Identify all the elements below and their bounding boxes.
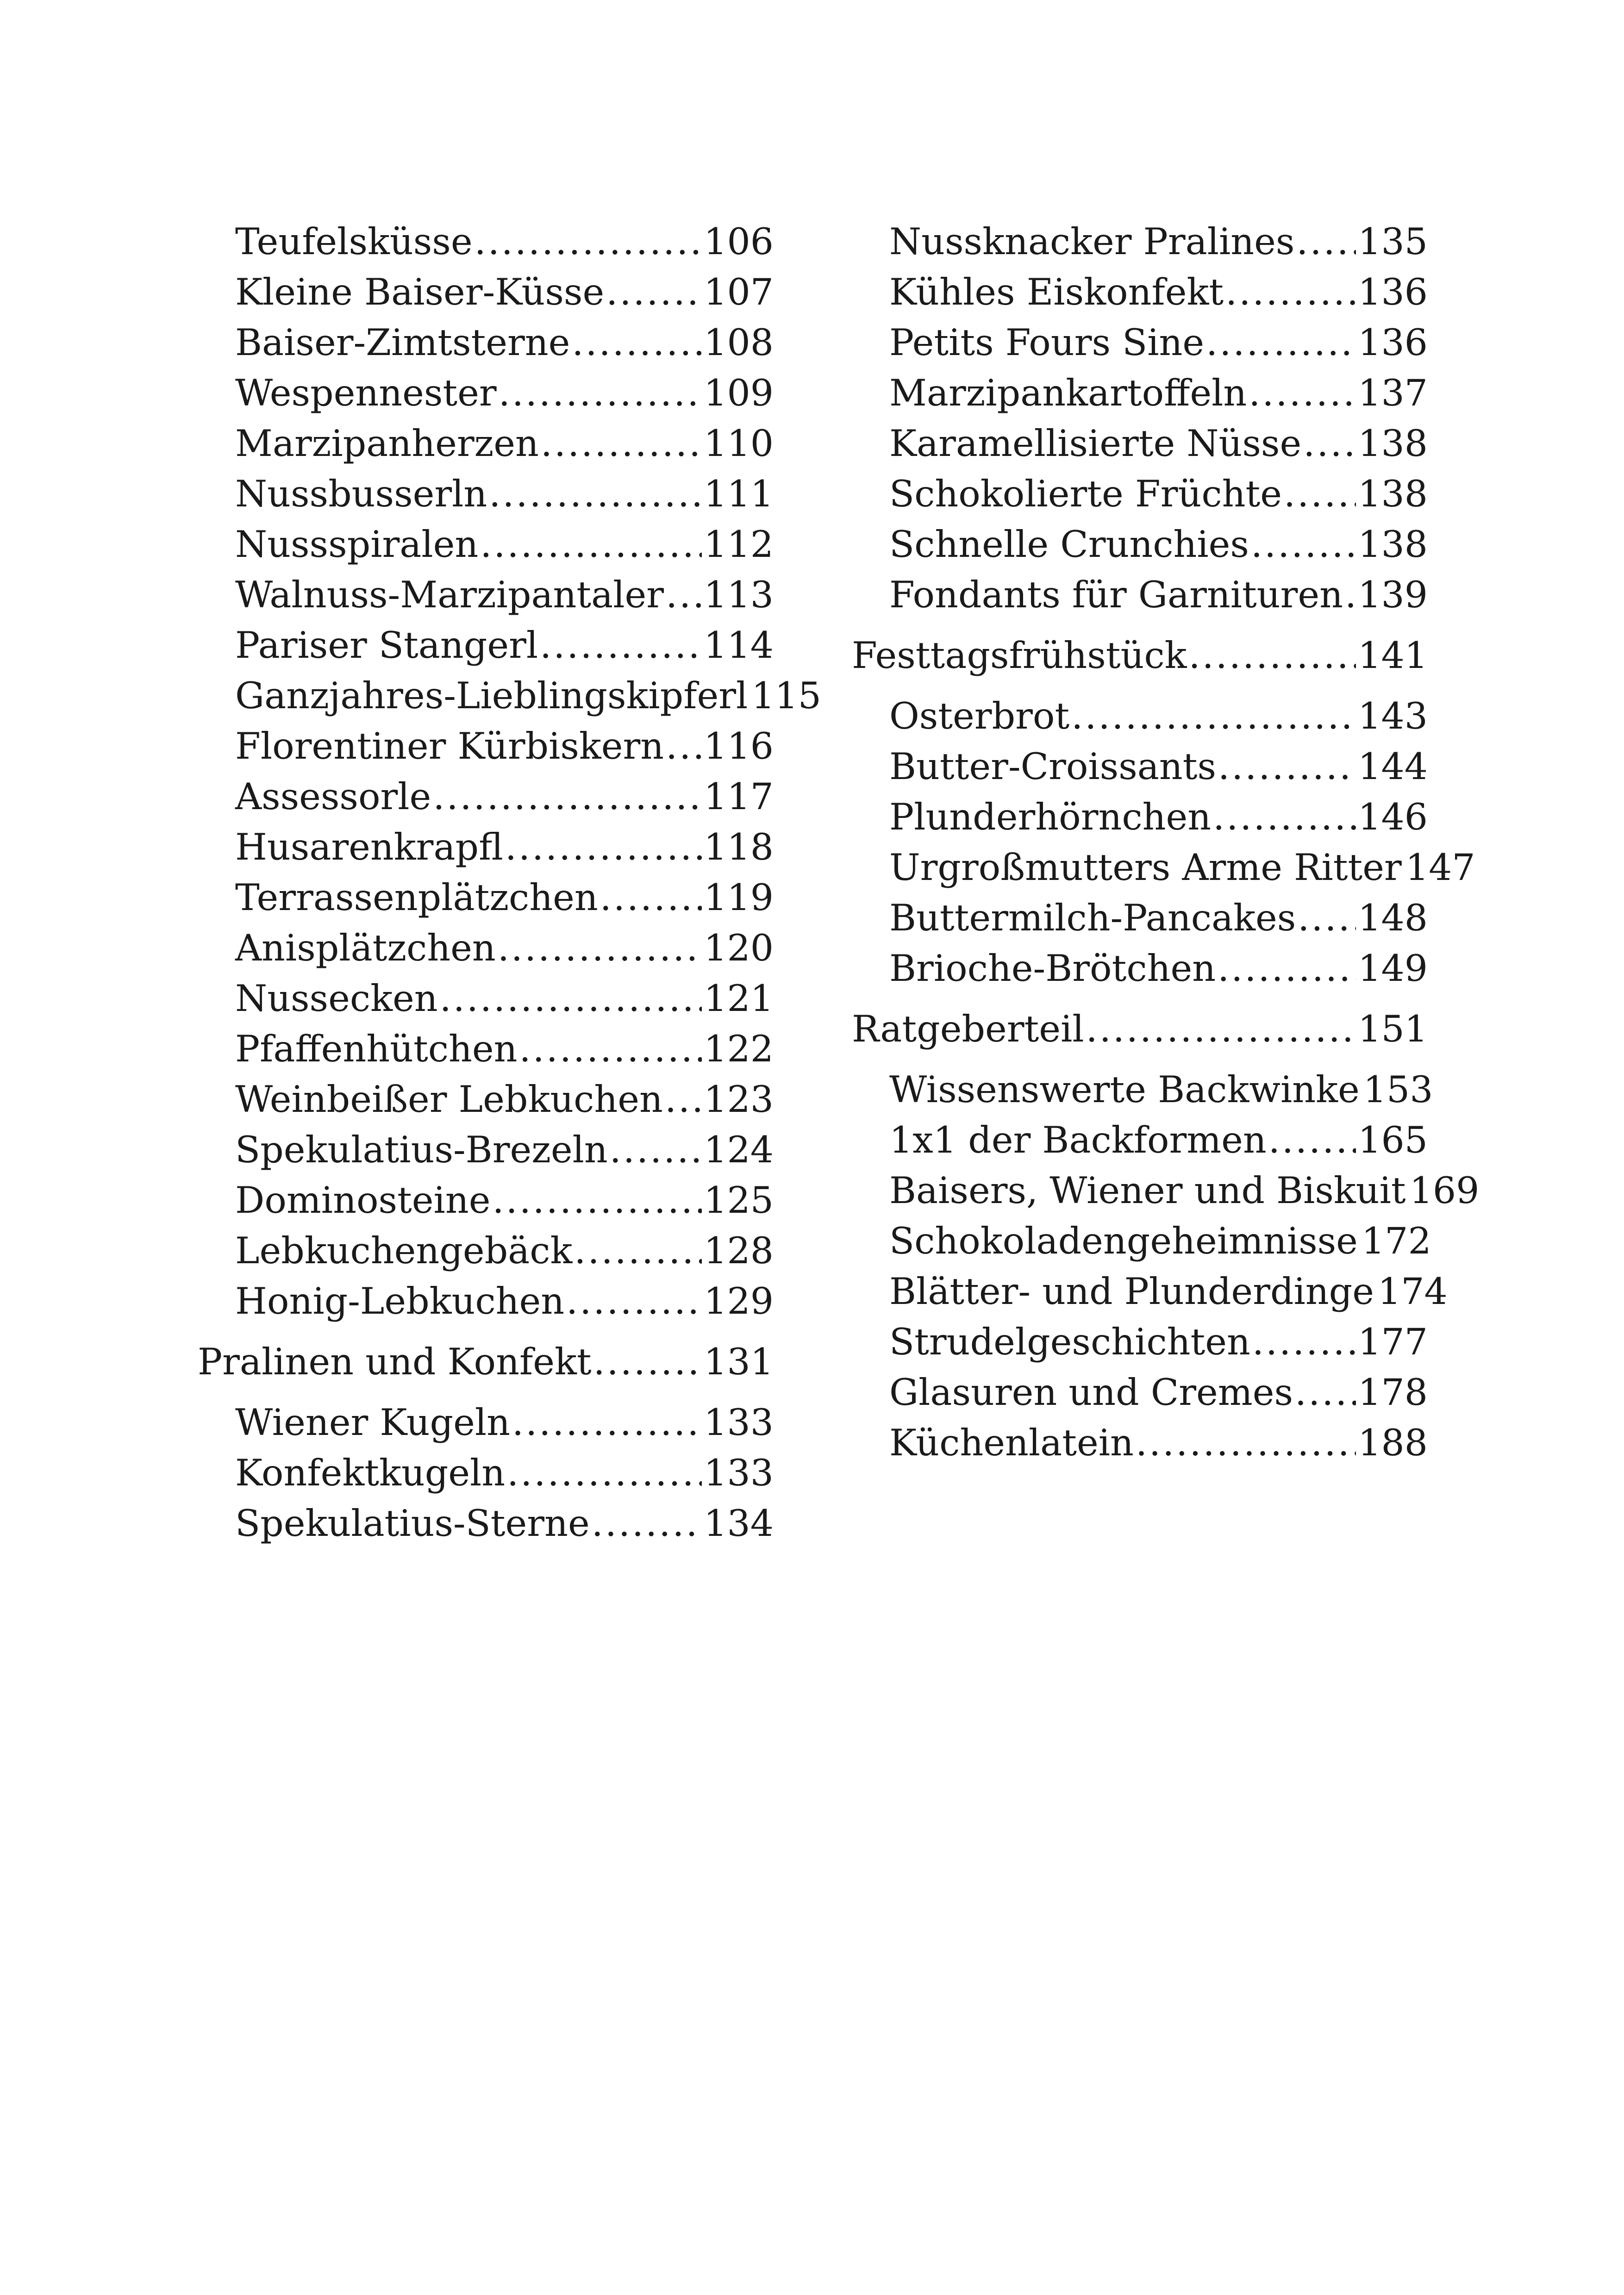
toc-page-number: 143	[1358, 695, 1428, 737]
toc-entry-title: Marzipankartoffeln	[889, 372, 1247, 414]
toc-entry	[852, 742, 1428, 792]
toc-leader-dots	[1251, 519, 1356, 570]
toc-page-number: 121	[704, 977, 774, 1020]
toc-entry	[198, 873, 774, 923]
toc-leader-dots	[600, 873, 702, 923]
toc-page-number: 122	[704, 1028, 774, 1070]
toc-leader-dots	[540, 620, 702, 671]
toc-entry	[198, 1024, 774, 1074]
toc-leader-dots	[1298, 893, 1356, 943]
toc-entry	[852, 1115, 1428, 1166]
toc-entry	[852, 1266, 1448, 1317]
toc-page-number: 106	[704, 220, 774, 263]
toc-page-number: 178	[1358, 1371, 1428, 1414]
toc-leader-dots	[1249, 368, 1356, 418]
toc-page-number: 139	[1358, 574, 1428, 616]
toc-page-number: 136	[1358, 271, 1428, 313]
toc-entry-title: Schokoladengeheimnisse	[889, 1220, 1358, 1262]
toc-leader-dots	[1225, 267, 1356, 318]
toc-entry-title: Urgroßmutters Arme Ritter	[889, 846, 1402, 889]
toc-leader-dots	[592, 1498, 702, 1549]
toc-entry	[198, 721, 774, 772]
toc-leader-dots	[1345, 570, 1356, 620]
toc-entry-title: Walnuss-Marzipantaler	[235, 574, 664, 616]
toc-leader-dots	[1218, 943, 1356, 994]
toc-entry	[198, 570, 774, 620]
toc-section-entry	[852, 630, 1428, 681]
toc-page-number: 107	[704, 271, 774, 313]
toc-page-number: 123	[704, 1078, 774, 1121]
toc-page-number: 120	[704, 927, 774, 969]
toc-entry	[198, 318, 774, 368]
toc-column-right	[852, 217, 1480, 1468]
toc-entry	[852, 318, 1428, 368]
toc-page-number: 153	[1363, 1068, 1433, 1111]
toc-page-number: 117	[704, 775, 774, 818]
toc-page-number: 115	[751, 674, 822, 717]
toc-entry-title: Strudelgeschichten	[889, 1321, 1250, 1363]
toc-page-number: 147	[1405, 846, 1475, 889]
toc-entry-title: Ganzjahres-Lieblingskipferl	[235, 674, 748, 717]
toc-page-number: 144	[1358, 745, 1428, 788]
toc-page-number: 138	[1358, 422, 1428, 465]
toc-page-number: 137	[1358, 372, 1428, 414]
toc-leader-dots	[606, 267, 702, 318]
toc-page-number: 151	[1358, 1008, 1428, 1050]
toc-entry-title: Terrassenplätzchen	[235, 876, 598, 919]
toc-entry-title: Wespennester	[235, 372, 497, 414]
toc-entry-title: Weinbeißer Lebkuchen	[235, 1078, 663, 1121]
toc-page-number: 134	[704, 1502, 774, 1545]
toc-entry-title: Osterbrot	[889, 695, 1070, 737]
toc-leader-dots	[1189, 630, 1356, 681]
toc-entry-title: Kühles Eiskonfekt	[889, 271, 1224, 313]
toc-entry-title: Florentiner Kürbiskern	[235, 725, 664, 767]
toc-entry	[198, 923, 774, 973]
toc-page-number: 133	[704, 1401, 774, 1444]
toc-entry	[198, 1125, 774, 1175]
toc-entry-title: Pariser Stangerl	[235, 624, 538, 667]
toc-page-number: 125	[704, 1179, 774, 1222]
toc-entry	[852, 893, 1428, 943]
toc-entry	[198, 1276, 774, 1327]
toc-leader-dots	[440, 973, 702, 1024]
toc-leader-dots	[1252, 1317, 1356, 1367]
toc-entry-title: Wiener Kugeln	[235, 1401, 510, 1444]
toc-entry	[852, 1166, 1480, 1216]
toc-entry	[198, 822, 774, 873]
toc-section-entry	[852, 1004, 1428, 1054]
toc-entry-title: Glasuren und Cremes	[889, 1371, 1293, 1414]
toc-entry-title: Honig-Lebkuchen	[235, 1280, 565, 1322]
toc-leader-dots	[666, 721, 702, 772]
toc-section-entry	[198, 1337, 774, 1387]
toc-page-number: 172	[1361, 1220, 1431, 1262]
toc-entry	[852, 1216, 1431, 1266]
toc-entry-title: Spekulatius-Brezeln	[235, 1129, 608, 1171]
toc-entry-title: Nussspiralen	[235, 523, 479, 566]
toc-entry	[198, 1226, 774, 1276]
toc-entry	[852, 691, 1428, 742]
toc-page-number: 128	[704, 1229, 774, 1272]
toc-entry-title: Spekulatius-Sterne	[235, 1502, 590, 1545]
toc-entry	[852, 842, 1475, 893]
toc-leader-dots	[489, 469, 702, 519]
toc-entry-title: Brioche-Brötchen	[889, 947, 1216, 990]
toc-entry-title: Blätter- und Plunderdinge	[889, 1270, 1374, 1313]
toc-entry-title: Lebkuchengebäck	[235, 1229, 573, 1272]
toc-page-number: 112	[704, 523, 774, 566]
toc-page-number: 177	[1358, 1321, 1428, 1363]
toc-leader-dots	[1086, 1004, 1356, 1054]
toc-page-number: 119	[704, 876, 774, 919]
toc-page-number: 165	[1358, 1119, 1428, 1161]
toc-leader-dots	[1296, 217, 1356, 267]
toc-leader-dots	[541, 418, 702, 469]
toc-entry-title: Schnelle Crunchies	[889, 523, 1249, 566]
toc-entry-title: Festtagsfrühstück	[852, 634, 1187, 677]
toc-entry	[852, 469, 1428, 519]
toc-leader-dots	[499, 368, 702, 418]
toc-entry	[198, 1498, 774, 1549]
toc-entry-title: Pfaffenhütchen	[235, 1028, 518, 1070]
toc-entry-title: Baiser-Zimtsterne	[235, 321, 570, 364]
toc-leader-dots	[1071, 691, 1356, 742]
toc-page-number: 109	[704, 372, 774, 414]
toc-page-number: 136	[1358, 321, 1428, 364]
toc-page-number: 138	[1358, 523, 1428, 566]
toc-page-number: 131	[704, 1341, 774, 1383]
toc-page-number: 169	[1409, 1169, 1480, 1212]
toc-entry	[852, 1418, 1428, 1468]
toc-page-number: 118	[704, 826, 774, 868]
toc-leader-dots	[666, 570, 702, 620]
toc-entry	[198, 469, 774, 519]
toc-leader-dots	[566, 1276, 702, 1327]
toc-page-number: 124	[704, 1129, 774, 1171]
toc-leader-dots	[480, 519, 702, 570]
toc-entry	[852, 217, 1428, 267]
toc-entry	[852, 368, 1428, 418]
toc-leader-dots	[505, 822, 702, 873]
toc-entry-title: Plunderhörnchen	[889, 796, 1212, 838]
toc-leader-dots	[1206, 318, 1356, 368]
toc-entry	[198, 1175, 774, 1226]
toc-entry	[852, 792, 1428, 842]
toc-entry-title: 1x1 der Backformen	[889, 1119, 1267, 1161]
toc-entry	[852, 1065, 1433, 1115]
toc-leader-dots	[507, 1448, 702, 1498]
toc-leader-dots	[665, 1074, 702, 1125]
toc-entry	[198, 1397, 774, 1448]
toc-page-number: 141	[1358, 634, 1428, 677]
toc-leader-dots	[1268, 1115, 1356, 1166]
toc-entry	[852, 267, 1428, 318]
toc-entry-title: Dominosteine	[235, 1179, 491, 1222]
toc-entry-title: Konfektkugeln	[235, 1452, 506, 1494]
toc-page-number: 148	[1358, 897, 1428, 939]
toc-leader-dots	[433, 772, 702, 822]
toc-entry-title: Schokolierte Früchte	[889, 473, 1282, 515]
toc-entry	[198, 671, 822, 721]
toc-entry	[198, 772, 774, 822]
toc-page-number: 111	[704, 473, 774, 515]
toc-entry-title: Buttermilch-Pancakes	[889, 897, 1296, 939]
toc-leader-dots	[593, 1337, 702, 1387]
toc-entry	[198, 1074, 774, 1125]
toc-page-number: 138	[1358, 473, 1428, 515]
toc-leader-dots	[1218, 742, 1356, 792]
toc-leader-dots	[1213, 792, 1356, 842]
toc-entry-title: Pralinen und Konfekt	[198, 1341, 592, 1383]
toc-entry-title: Karamellisierte Nüsse	[889, 422, 1302, 465]
toc-entry	[198, 418, 774, 469]
toc-leader-dots	[1295, 1367, 1356, 1418]
toc-leader-dots	[492, 1175, 702, 1226]
toc-page-number: 116	[704, 725, 774, 767]
toc-page-number: 110	[704, 422, 774, 465]
toc-column-left	[198, 217, 822, 1549]
toc-entry	[198, 217, 774, 267]
toc-entry	[198, 973, 774, 1024]
toc-leader-dots	[475, 217, 702, 267]
toc-leader-dots	[610, 1125, 702, 1175]
toc-entry	[198, 1448, 774, 1498]
toc-entry-title: Anisplätzchen	[235, 927, 496, 969]
toc-page-number: 133	[704, 1452, 774, 1494]
toc-entry-title: Küchenlatein	[889, 1422, 1134, 1464]
toc-page-number: 129	[704, 1280, 774, 1322]
toc-entry	[198, 519, 774, 570]
toc-leader-dots	[519, 1024, 702, 1074]
toc-entry	[852, 1367, 1428, 1418]
toc-page-number: 113	[704, 574, 774, 616]
toc-entry-title: Petits Fours Sine	[889, 321, 1205, 364]
toc-entry-title: Marzipanherzen	[235, 422, 539, 465]
toc-page-number: 108	[704, 321, 774, 364]
toc-leader-dots	[574, 1226, 702, 1276]
toc-leader-dots	[1284, 469, 1356, 519]
toc-leader-dots	[1303, 418, 1356, 469]
toc-entry-title: Ratgeberteil	[852, 1008, 1084, 1050]
toc-entry	[198, 368, 774, 418]
toc-entry-title: Nussknacker Pralines	[889, 220, 1295, 263]
toc-entry	[198, 620, 774, 671]
toc-page-number: 146	[1358, 796, 1428, 838]
toc-entry-title: Baisers, Wiener und Biskuit	[889, 1169, 1406, 1212]
toc-entry-title: Nussbusserln	[235, 473, 487, 515]
toc-entry	[198, 267, 774, 318]
toc-entry-title: Butter-Croissants	[889, 745, 1217, 788]
toc-entry	[852, 570, 1428, 620]
toc-entry	[852, 943, 1428, 994]
toc-leader-dots	[512, 1397, 702, 1448]
toc-leader-dots	[498, 923, 702, 973]
toc-entry	[852, 519, 1428, 570]
toc-entry	[852, 1317, 1428, 1367]
toc-entry	[852, 418, 1428, 469]
toc-entry-title: Teufelsküsse	[235, 220, 473, 263]
toc-entry-title: Kleine Baiser-Küsse	[235, 271, 605, 313]
toc-entry-title: Wissenswerte Backwinke	[889, 1068, 1360, 1111]
toc-page-number: 114	[704, 624, 774, 667]
toc-page-number: 149	[1358, 947, 1428, 990]
toc-entry-title: Fondants für Garnituren	[889, 574, 1343, 616]
toc-page-number: 188	[1358, 1422, 1428, 1464]
toc-leader-dots	[1136, 1418, 1356, 1468]
toc-page-number: 174	[1377, 1270, 1448, 1313]
toc-page-number: 135	[1358, 220, 1428, 263]
toc-entry-title: Nussecken	[235, 977, 438, 1020]
toc-entry-title: Assessorle	[235, 775, 431, 818]
toc-entry-title: Husarenkrapfl	[235, 826, 503, 868]
toc-leader-dots	[572, 318, 702, 368]
